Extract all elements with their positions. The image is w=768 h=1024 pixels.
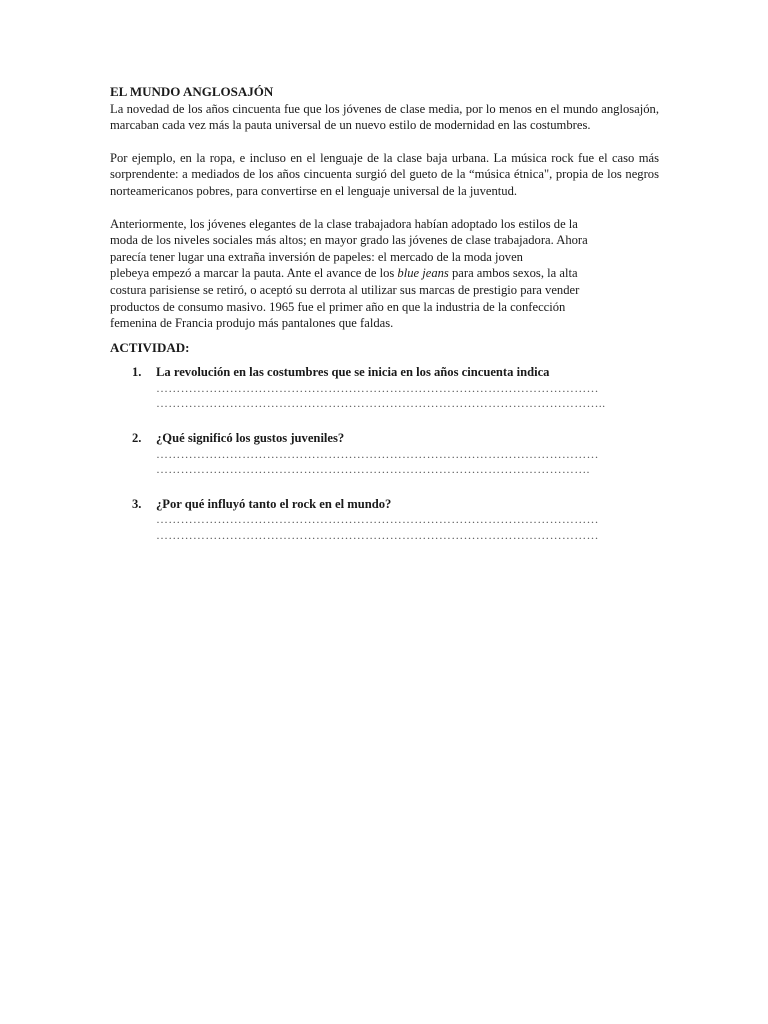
paragraph-3-line: parecía tener lugar una extraña inversión de papeles: el mercado de la moda joven [110, 249, 523, 264]
question-text: ¿Por qué influyó tanto el rock en el mundo? [156, 496, 392, 511]
answer-line[interactable]: ……………………………………………………………………………………………….. [156, 396, 606, 411]
paragraph-3-line: costura parisiense se retiró, o aceptó su derrota al utilizar sus marcas de prestigio para vender [110, 282, 580, 297]
question-item [110, 496, 659, 544]
answer-line[interactable]: ……………………………………………………………………………………………… [156, 512, 599, 527]
paragraph-1: La novedad de los años cincuenta fue que los jóvenes de clase media, por lo menos en el mundo anglosajón, marcaban cada vez más la pauta universal de un nuevo estilo de modernidad en las costumbres. [110, 101, 659, 133]
question-text: ¿Qué significó los gustos juveniles? [156, 430, 345, 445]
question-number: 3. [132, 496, 142, 511]
paragraph-3-line: moda de los niveles sociales más altos; en mayor grado las jóvenes de clase trabajadora. Ahora [110, 233, 588, 248]
paragraph-3-line: Anteriormente, los jóvenes elegantes de la clase trabajadora habían adoptado los estilos de la [110, 216, 578, 231]
question-item [110, 364, 659, 412]
paragraph-3 [110, 216, 659, 332]
paragraph-3-line: femenina de Francia produjo más pantalones que faldas. [110, 316, 394, 331]
paragraph-3-line [110, 265, 659, 282]
answer-line[interactable]: ……………………………………………………………………………………………… [156, 527, 599, 542]
paragraph-2: Por ejemplo, en la ropa, e incluso en el lenguaje de la clase baja urbana. La música rock fue el caso más sorprendente: a mediados de los años cincuenta surgió del gueto de la “música étnica", propia de los negros norteamericanos pobres, para convertirse en el lenguaje universal de la juventud. [110, 150, 659, 198]
question-item [110, 430, 659, 478]
question-number: 2. [132, 430, 142, 445]
question-number: 1. [132, 365, 142, 380]
document-title: EL MUNDO ANGLOSAJÓN [110, 84, 274, 99]
paragraph-3-line: productos de consumo masivo. 1965 fue el primer año en que la industria de la confección [110, 299, 566, 314]
activity-questions [110, 364, 659, 543]
blue-jeans-italic: blue jeans [397, 266, 449, 281]
paragraph-3-text: plebeya empezó a marcar la pauta. Ante el avance de los [110, 266, 398, 281]
document-content [110, 84, 659, 561]
activity-heading: ACTIVIDAD: [110, 339, 190, 355]
answer-line[interactable]: ……………………………………………………………………………………………… [156, 446, 599, 461]
question-text: La revolución en las costumbres que se inicia en los años cincuenta indica [156, 365, 550, 380]
answer-line[interactable]: ……………………………………………………………………………………………. [156, 462, 590, 476]
answer-line[interactable]: ……………………………………………………………………………………………… [156, 380, 599, 395]
paragraph-3-text: para ambos sexos, la alta [448, 266, 578, 281]
